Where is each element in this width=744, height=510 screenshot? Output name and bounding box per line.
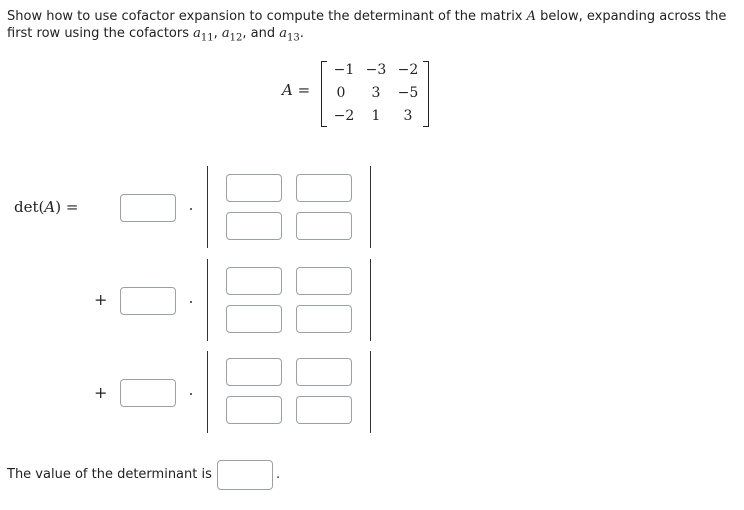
determinant-bar-right-3 [370,351,371,433]
minor-input-1-r2c2[interactable] [296,212,352,240]
determinant-bar-left-3 [207,351,208,433]
matrix-cell-r1c2: −3 [365,62,387,78]
minor-input-1-r1c2[interactable] [296,174,352,202]
minor-input-3-r2c1[interactable] [226,396,282,424]
matrix-cell-r3c1: −2 [333,108,355,124]
cofactor-a12: $a_{12}$ [221,26,243,44]
multiply-dot-2 [190,301,192,303]
matrix-cell-r3c3: 3 [403,108,413,124]
minor-input-3-r1c2[interactable] [296,358,352,386]
matrix-cell-r3c2: 1 [371,108,381,124]
minor-input-2-r1c1[interactable] [226,267,282,295]
matrix-cell-r2c3: −5 [397,85,419,101]
minor-input-2-r2c1[interactable] [226,305,282,333]
question-prompt: Show how to use cofactor expansion to compute the determinant of the matrix A below, expanding across the first row using the cofactors $a_{11}$, $a_{12}$, and $a_{13}$. [7,9,727,44]
cofactor-a11: $a_{11}$ [193,26,214,44]
matrix-cell-r1c1: −1 [333,62,355,78]
determinant-answer-input[interactable] [217,460,273,490]
det-label: det(A) = [14,198,79,216]
matrix-cell-r1c3: −2 [397,62,419,78]
matrix-label: A = [282,81,311,99]
minor-input-2-r2c2[interactable] [296,305,352,333]
matrix-cell-r2c1: 0 [336,85,346,101]
minor-input-3-r2c2[interactable] [296,396,352,424]
minor-input-2-r1c2[interactable] [296,267,352,295]
determinant-bar-right-2 [370,259,371,341]
multiply-dot-1 [190,208,192,210]
matrix-symbol-a: A [526,9,537,24]
final-answer-label: The value of the determinant is [7,467,212,482]
determinant-bar-left-1 [207,166,208,248]
final-period: . [276,467,281,482]
minor-input-1-r2c1[interactable] [226,212,282,240]
determinant-bar-left-2 [207,259,208,341]
minor-input-1-r1c1[interactable] [226,174,282,202]
coefficient-input-3[interactable] [120,379,176,407]
prompt-text-1: Show how to use cofactor expansion to compute the determinant of the matrix [7,9,527,24]
plus-sign-2: + [94,290,108,309]
coefficient-input-1[interactable] [120,194,176,222]
matrix-cell-r2c2: 3 [371,85,381,101]
plus-sign-3: + [94,383,108,402]
minor-input-3-r1c1[interactable] [226,358,282,386]
prompt-text-2: below, expanding across the first row using the cofactors [7,9,727,41]
cofactor-a13: $a_{13}$ [279,26,300,44]
multiply-dot-3 [190,393,192,395]
determinant-bar-right-1 [370,166,371,248]
coefficient-input-2[interactable] [120,287,176,315]
